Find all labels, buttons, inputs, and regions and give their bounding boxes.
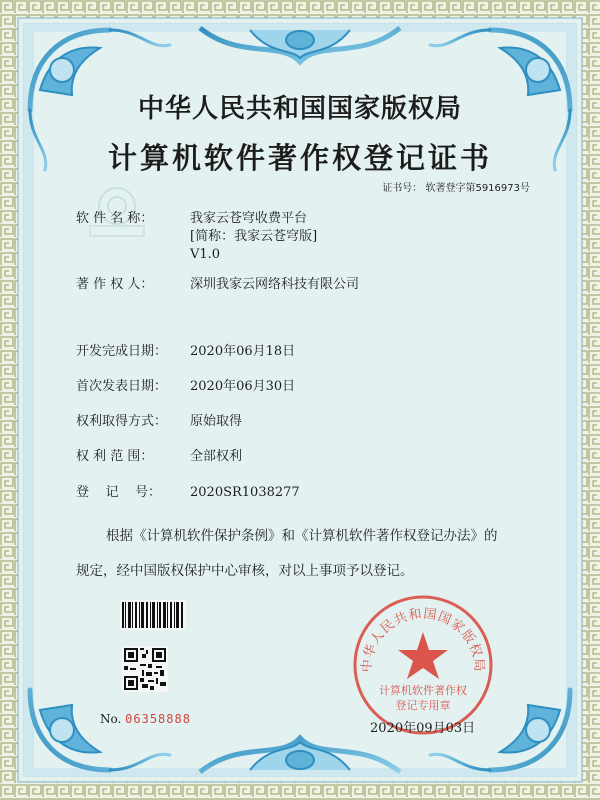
field-label: 开发完成日期：	[76, 344, 168, 359]
field-value: 2020年06月30日	[190, 379, 296, 394]
field-label: 权利取得方式：	[76, 414, 168, 429]
issuing-authority: 中华人民共和国国家版权局	[137, 94, 462, 124]
statement-line-2: 规定，经中国版权保护中心审核，对以上事项予以登记。	[76, 563, 414, 579]
qr-code	[122, 646, 168, 692]
field-label: 权 利 范 围：	[76, 449, 154, 464]
certificate-number-label: 证书号：	[382, 183, 423, 194]
star-icon	[398, 632, 448, 679]
field-label: 登 记 号：	[76, 485, 162, 500]
certificate-number-value: 软著登字第5916973号	[425, 183, 530, 194]
field-value: 2020年06月18日	[190, 344, 296, 359]
field-value: [简称：我家云苍穹版]	[190, 229, 318, 244]
certificate-title: 计算机软件著作权登记证书	[107, 141, 492, 175]
field-value: V1.0	[190, 247, 221, 262]
issue-date: 2020年09月03日	[370, 721, 476, 736]
field-value: 全部权利	[190, 449, 243, 464]
field-value: 原始取得	[190, 414, 243, 429]
field-value: 我家云苍穹收费平台	[190, 211, 308, 226]
seal-inner-line-1: 计算机软件著作权	[379, 684, 467, 697]
serial-prefix: No.	[100, 712, 122, 726]
seal-inner-line-2: 登记专用章	[395, 699, 451, 712]
seal-ring-text: 中华人民共和国国家版权局	[359, 606, 487, 673]
field-label: 首次发表日期：	[76, 379, 168, 394]
field-label: 著 作 权 人：	[76, 277, 154, 292]
barcode	[120, 600, 186, 630]
field-value: 2020SR1038277	[190, 485, 300, 500]
field-label: 软 件 名 称：	[76, 211, 154, 226]
certificate-number	[382, 179, 530, 194]
serial-number	[100, 712, 191, 726]
field-value: 深圳我家云网络科技有限公司	[190, 277, 360, 292]
statement-line-1: 根据《计算机软件保护条例》和《计算机软件著作权登记办法》的	[106, 528, 498, 544]
serial-value: 06358888	[125, 712, 191, 726]
